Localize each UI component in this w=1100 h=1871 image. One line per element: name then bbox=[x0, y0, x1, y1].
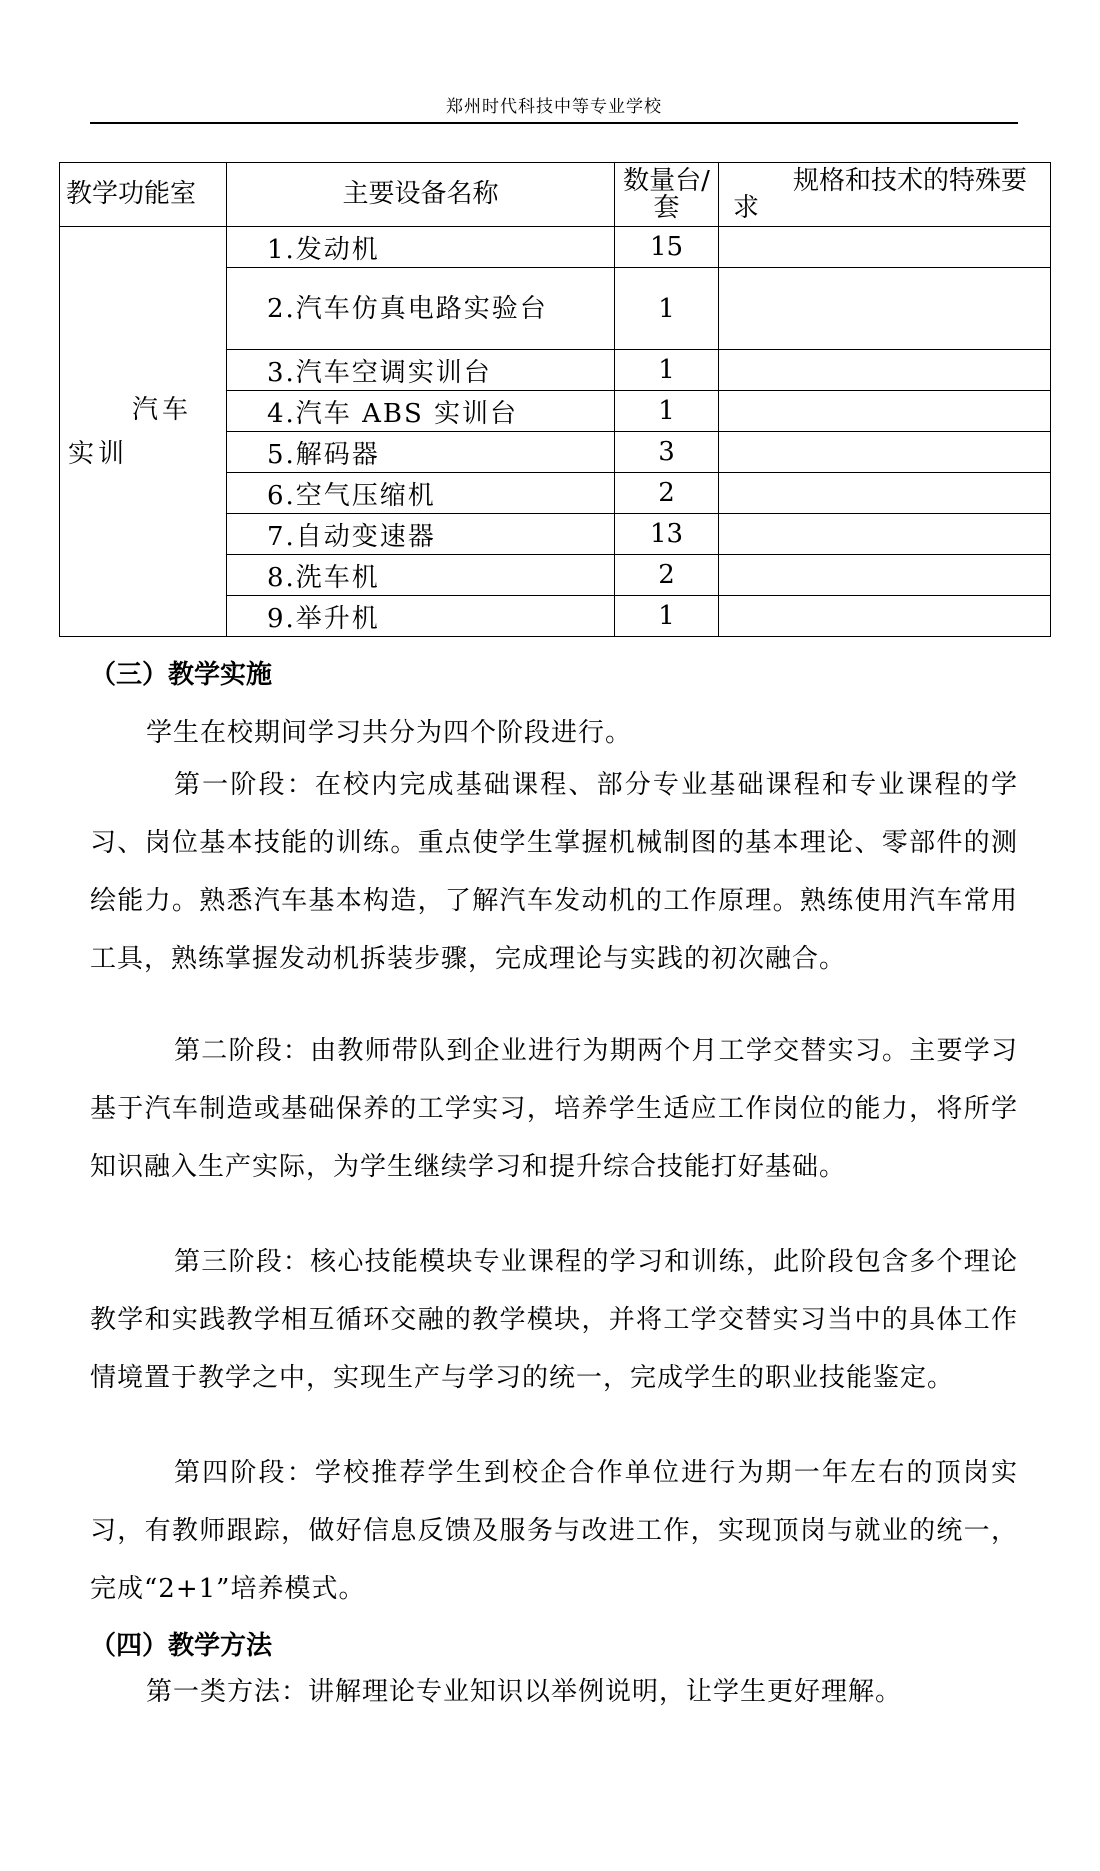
equipment-qty: 1 bbox=[615, 596, 719, 637]
table-row bbox=[60, 227, 1051, 268]
equipment-name: 9.举升机 bbox=[227, 596, 615, 637]
header-room: 教学功能室 bbox=[60, 163, 227, 227]
table-header-row bbox=[60, 163, 1051, 227]
equipment-name: 8.洗车机 bbox=[227, 555, 615, 596]
equipment-qty: 13 bbox=[615, 514, 719, 555]
stage4-paragraph: 第四阶段：学校推荐学生到校企合作单位进行为期一年左右的顶岗实习，有教师跟踪，做好信息反馈及服务与改进工作，实现顶岗与就业的统一，完成“2+1”培养模式。 bbox=[90, 1458, 1018, 1604]
equipment-spec bbox=[719, 227, 1051, 268]
stage2-paragraph: 第二阶段：由教师带队到企业进行为期两个月工学交替实习。主要学习基于汽车制造或基础保养的工学实习，培养学生适应工作岗位的能力，将所学知识融入生产实际，为学生继续学习和提升综合技能打好基础。 bbox=[90, 1036, 1018, 1182]
equipment-qty: 2 bbox=[615, 473, 719, 514]
header-quantity: 数量台/套 bbox=[615, 163, 719, 227]
equipment-name: 5.解码器 bbox=[227, 432, 615, 473]
section-heading-3: （三）教学实施 bbox=[90, 660, 273, 690]
room-label-line1: 汽车 bbox=[132, 394, 193, 425]
header-spec: 规格和技术的特殊要求 bbox=[719, 163, 1051, 227]
equipment-name: 6.空气压缩机 bbox=[227, 473, 615, 514]
room-label-line2: 实训 bbox=[68, 438, 129, 469]
equipment-spec bbox=[719, 268, 1051, 350]
equipment-name: 2.汽车仿真电路实验台 bbox=[227, 268, 615, 350]
header-equipment: 主要设备名称 bbox=[227, 163, 615, 227]
equipment-name: 1.发动机 bbox=[227, 227, 615, 268]
equipment-qty: 3 bbox=[615, 432, 719, 473]
equipment-qty: 1 bbox=[615, 391, 719, 432]
page-header: 郑州时代科技中等专业学校 bbox=[446, 97, 662, 117]
stage1-paragraph: 第一阶段：在校内完成基础课程、部分专业基础课程和专业课程的学习、岗位基本技能的训练。重点使学生掌握机械制图的基本理论、零部件的测绘能力。熟悉汽车基本构造，了解汽车发动机的工作原理。熟练使用汽车常用工具，熟练掌握发动机拆装步骤，完成理论与实践的初次融合。 bbox=[90, 770, 1018, 974]
equipment-qty: 15 bbox=[615, 227, 719, 268]
equipment-spec bbox=[719, 391, 1051, 432]
room-cell bbox=[60, 227, 227, 637]
equipment-name: 7.自动变速器 bbox=[227, 514, 615, 555]
equipment-spec bbox=[719, 514, 1051, 555]
equipment-qty: 2 bbox=[615, 555, 719, 596]
equipment-spec bbox=[719, 350, 1051, 391]
stage3-paragraph: 第三阶段：核心技能模块专业课程的学习和训练，此阶段包含多个理论教学和实践教学相互循环交融的教学模块，并将工学交替实习当中的具体工作情境置于教学之中，实现生产与学习的统一，完成学生的职业技能鉴定。 bbox=[90, 1247, 1018, 1393]
equipment-spec bbox=[719, 473, 1051, 514]
equipment-name: 4.汽车 ABS 实训台 bbox=[227, 391, 615, 432]
equipment-table bbox=[59, 162, 1051, 637]
section3-intro: 学生在校期间学习共分为四个阶段进行。 bbox=[146, 718, 633, 748]
header-divider bbox=[90, 122, 1018, 124]
equipment-spec bbox=[719, 596, 1051, 637]
equipment-qty: 1 bbox=[615, 350, 719, 391]
equipment-spec bbox=[719, 432, 1051, 473]
equipment-spec bbox=[719, 555, 1051, 596]
section-heading-4: （四）教学方法 bbox=[90, 1631, 273, 1661]
method1-paragraph: 第一类方法：讲解理论专业知识以举例说明，让学生更好理解。 bbox=[146, 1677, 903, 1707]
equipment-name: 3.汽车空调实训台 bbox=[227, 350, 615, 391]
equipment-qty: 1 bbox=[615, 268, 719, 350]
